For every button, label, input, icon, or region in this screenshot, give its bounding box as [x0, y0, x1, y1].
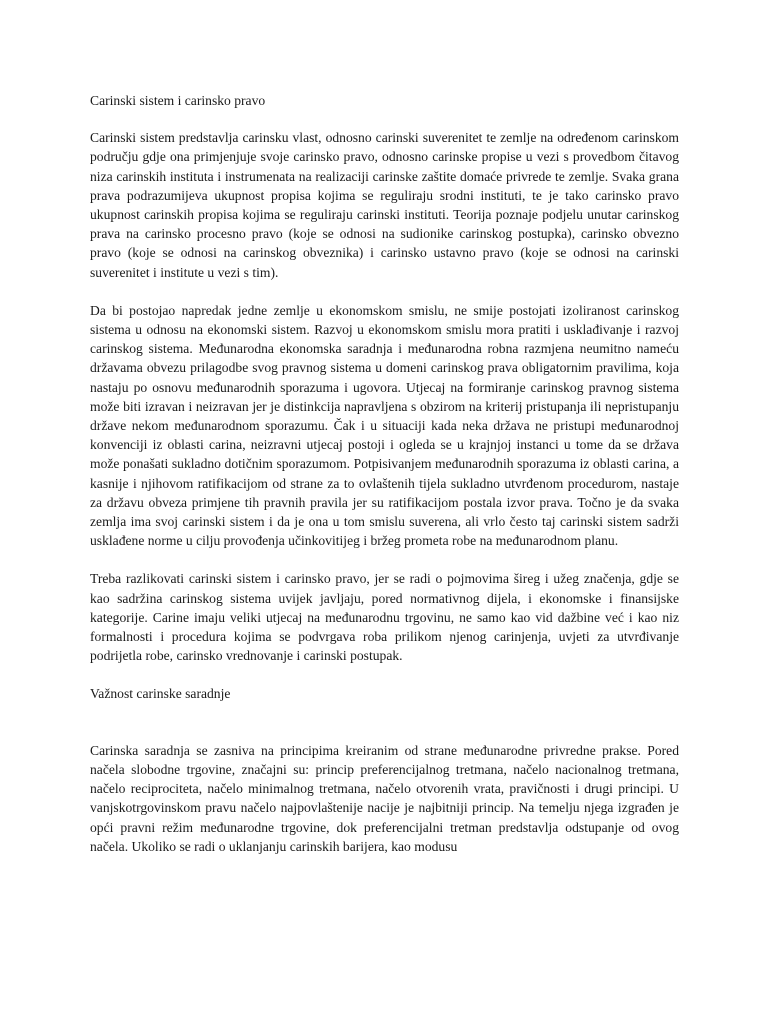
document-title: Carinski sistem i carinsko pravo	[90, 93, 266, 108]
paragraph-2: Da bi postojao napredak jedne zemlje u ekonomskom smislu, ne smije postojati izoliranost carinskog sistema u odnosu na ekonomski sistem. Razvoj u ekonomskom smislu mora pratiti i usklađivanje i razvoj carinskog sistema. Međunarodna ekonomska saradnja i međunarodna robna razmjena neumitno nameću državama obvezu prilagodbe svog pravnog sistema u domeni carinskog prava obligatornim pravilima, koja nastaju po osnovu međunarodnih sporazuma i ugovora. Utjecaj na formiranje carinskog pravnog sistema može biti izravan i neizravan jer je distinkcija napravljena s obzirom na kriterij pristupanja ili nepristupanju države nekom međunarodnom sporazumu. Čak i u situaciji kada neka država ne pristupi međunarodnoj konvenciji iz oblasti carina, neizravni utjecaj postoji i ogleda se u krajnjoj instanci u tome da se država može ponašati sukladno dotičnim sporazumom. Potpisivanjem međunarodnih sporazuma iz oblasti carina, a kasnije i njihovom ratifikacijom od strane za to ovlaštenih tijela sukladno utvrđenom procedurom, nastaje za državu obveza primjene tih pravnih pravila jer su ratifikacijom postala izvor prava. Točno je da svaka zemlja ima svoj carinski sistem i da je ona u tom smislu suverena, ali vrlo često taj carinski sistem sadrži usklađene norme u cilju provođenja učinkovitijeg i bržeg prometa robe na međunarodnom planu.	[90, 302, 679, 549]
section-subheading: Važnost carinske saradnje	[90, 686, 231, 702]
document-body	[90, 91, 679, 875]
paragraph-1: Carinski sistem predstavlja carinsku vlast, odnosno carinski suverenitet te zemlje na određenom carinskom području gdje ona primjenjuje svoje carinsko pravo, odnosno carinske propise u vezi s provedbom čitavog niza carinskih instituta i instrumenata na realizaciji carinske zaštite domaće privrede te zemlje. Svaka grana prava podrazumijeva ukupnost propisa kojima se reguliraju srodni instituti, te je tako carinsko pravo ukupnost carinskih propisa kojima se reguliraju carinski instituti. Teorija poznaje podjelu unutar carinskog prava na carinsko procesno pravo (koje se odnosi na sudionike carinskog postupka), carinsko obvezno pravo (koje se odnosi na carinskog obveznika) i carinsko ustavno pravo (koje se odnosi na carinski suverenitet i institute u vezi s tim).	[90, 130, 679, 280]
paragraph-4: Carinska saradnja se zasniva na principima kreiranim od strane međunarodne privredne prakse. Pored načela slobodne trgovine, značajni su: princip preferencijalnog tretmana, načelo nacionalnog tretmana, načelo reciprociteta, načelo minimalnog tretmana, načelo otvorenih vrata, pravičnosti i drugi principi. U vanjskotrgovinskom pravu načelo najpovlaštenije nacije je najbitniji princip. Na temelju njega izgrađen je opći pravni režim međunarodne trgovine, dok preferencijalni tretman predstavlja odstupanje od ovog načela. Ukoliko se radi o uklanjanju carinskih barijera, kao modusu	[90, 742, 679, 854]
paragraph-3: Treba razlikovati carinski sistem i carinsko pravo, jer se radi o pojmovima šireg i užeg značenja, gdje se kao sadržina carinskog sistema uvijek javljaju, pored normativnog dijela, i ekonomske i finansijske kategorije. Carine imaju veliki utjecaj na međunarodnu trgovinu, ne samo kao vid dažbine već i kao niz formalnosti i procedura kojima se podvrgava roba prilikom njenog carinjenja, uvjeti za utvrđivanje podrijetla robe, carinsko vrednovanje i carinski postupak.	[90, 571, 679, 664]
